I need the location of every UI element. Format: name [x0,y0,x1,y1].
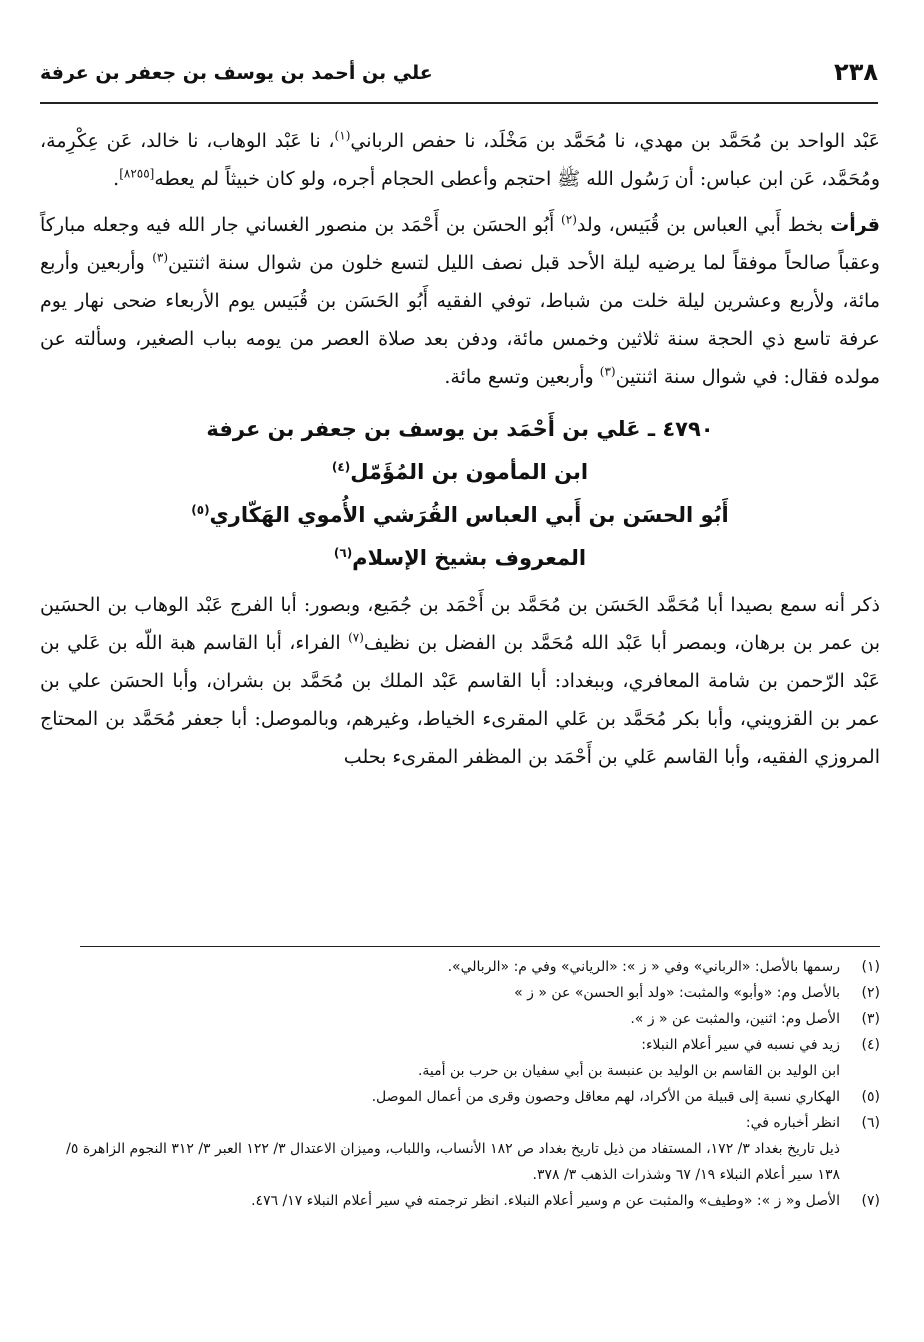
footnote-text: الأصل وم: اثنين، والمثبت عن « ز ». [630,1011,840,1027]
footnotes [40,954,880,1214]
footnote-number: (٦) [861,1115,880,1131]
footnote-text: بالأصل وم: «وأبو» والمثبت: «ولد أبو الحسن» عن « ز » [514,985,840,1001]
paragraph-text: وأربعين وأربع مائة، ولأربع وعشرين ليلة خلت من شباط، توفي الفقيه أَبُو الحَسَن بن قُبَيس يوم الأربعاء ضحى نهار يوم عرفة تاسع ذي الحجة سنة ثلاثين وخمس مائة، ودفن بعد صلاة العصر من يومه بباب الصغير، وسألته عن مولده فقال: في شوال سنة اثنتين [40,252,880,388]
paragraph-text: وأربعين وتسع مائة. [444,366,600,388]
footnote-subtext: ابن الوليد بن القاسم بن الوليد بن عنبسة بن أبي سفيان بن حرب بن أمية. [417,1063,840,1079]
paragraph-biography [40,586,880,776]
footnote-item [40,1006,880,1032]
footnote-number: (١) [861,959,880,975]
running-title: علي بن أحمد بن يوسف بن جعفر بن عرفة [40,62,433,84]
footnote-ref: (٤) [331,460,351,474]
page-header [40,52,878,108]
main-text [40,122,880,776]
entry-heading [40,408,880,580]
footnote-number: (٧) [861,1193,880,1209]
footnote-separator [80,946,880,947]
footnote-subtext: ذيل تاريخ بغداد ٣/ ١٧٢، المستفاد من ذيل تاريخ بغداد ص ١٨٢ الأنساب، واللباب، وميزان الاعتدال ٣/ ١٢٢ العبر ٣/ ٣١٢ النجوم الزاهرة ٥/ ١٣٨ سير أعلام النبلاء ١٩/ ٦٧ وشذرات الذهب ٣/ ٣٧٨. [66,1141,840,1183]
footnote-text: رسمها بالأصل: «الرباني» وفي « ز »: «الرياني» وفي م: «الربالي». [447,959,840,975]
footnote-number: (٣) [861,1011,880,1027]
footnote-ref: (٣) [152,250,169,265]
footnote-text: زيد في نسبه في سير أعلام النبلاء: [641,1037,840,1053]
footnote-body [40,1110,840,1188]
header-rule [40,102,878,104]
paragraph-text: عَبْد الواحد بن مُحَمَّد بن مهدي، نا مُحَمَّد بن مَخْلَد، نا حفص الرباني [350,130,880,152]
footnote-item [40,954,880,980]
paragraph-birth-note [40,206,880,396]
footnote-text: الهكاري نسبة إلى قبيلة من الأكراد، لهم معاقل وحصون وقرى من أعمال الموصل. [371,1089,840,1105]
entry-heading-text: المعروف بشيخ الإسلام [352,546,587,570]
footnote-number: (٥) [861,1089,880,1105]
footnote-item [40,1032,880,1084]
footnote-ref: (٣) [599,364,616,379]
paragraph-text: الفراء، أبا القاسم هبة اللّه بن عَلي بن عَبْد الرّحمن بن شامة المعافري، وببغداد: أبا القاسم عَبْد الملك بن مُحَمَّد بن بشران، وأبا الحسَن علي بن عمر بن القزويني، وأبا بكر مُحَمَّد بن عَلي المقرىء الخياط، وغيرهم، وبالموصل: أبا جعفر مُحَمَّد بن المحتاج المروزي الفقيه، وأبا القاسم عَلي بن أَحْمَد بن المظفر المقرىء بحلب [40,632,880,768]
footnote-item [40,1110,880,1188]
page-number: ٢٣٨ [834,58,878,86]
footnote-item [40,1084,880,1110]
footnote-item [40,1188,880,1214]
footnote-number: (٢) [861,985,880,1001]
footnote-text: الأصل و« ز »: «وطيف» والمثبت عن م وسير أعلام النبلاء. انظر ترجمته في سير أعلام النبلاء ١٧/ ٤٧٦. [251,1193,840,1209]
entry-heading-text: أَبُو الحسَن بن أَبي العباس القُرَشي الأُموي الهَكّاري [209,503,729,527]
footnote-ref: (٧) [348,630,364,645]
paragraph-lead-word: قرأت [830,214,880,236]
hadith-number: [٨٢٥٥] [119,166,155,181]
entry-heading-line [40,537,880,580]
paragraph-text: بخط أَبي العباس بن قُبَيس، ولد [576,214,831,236]
footnote-item [40,980,880,1006]
entry-heading-line: ٤٧٩٠ ـ عَلي بن أَحْمَد بن يوسف بن جعفر بن عرفة [206,417,714,441]
entry-heading-text: ابن المأمون بن المُؤَمّل [350,460,589,484]
footnote-ref: (٦) [333,546,353,560]
paragraph-text: ، نا عَبْد الوهاب، نا خالد، عَن عِكْرِمة، ومُحَمَّد، عَن ابن عباس: أن رَسُول الله ﷺ احتجم وأعطى الحجام أجره، ولو كان خبيثاً لم يعطه [40,130,880,190]
paragraph-hadith [40,122,880,198]
entry-heading-line [40,494,880,537]
paragraph-text: أَبُو الحسَن بن أَحْمَد بن منصور الغساني جار الله فيه وجعله مباركاً وعقباً صالحاً موفقاً لما يرضيه ليلة الأحد قبل نصف الليل لتسع خلون من شوال سنة اثنتين [40,214,880,274]
paragraph-text: . [113,168,120,190]
footnote-ref: (٢) [561,212,577,227]
footnote-number: (٤) [861,1037,880,1053]
footnote-ref: (٥) [191,503,210,517]
footnote-body [40,1032,840,1084]
paragraph-text: ذكر أنه سمع بصيدا أبا مُحَمَّد الحَسَن بن مُحَمَّد بن أَحْمَد بن جُمَيع، وبصور: أبا الفرج عَبْد الوهاب بن الحسَين بن عمر بن برهان، وبمصر أبا عَبْد الله مُحَمَّد بن الفضل بن نظيف [40,594,880,654]
entry-heading-line [40,451,880,494]
footnote-ref: (١) [334,128,351,143]
footnote-text: انظر أخباره في: [745,1115,840,1131]
